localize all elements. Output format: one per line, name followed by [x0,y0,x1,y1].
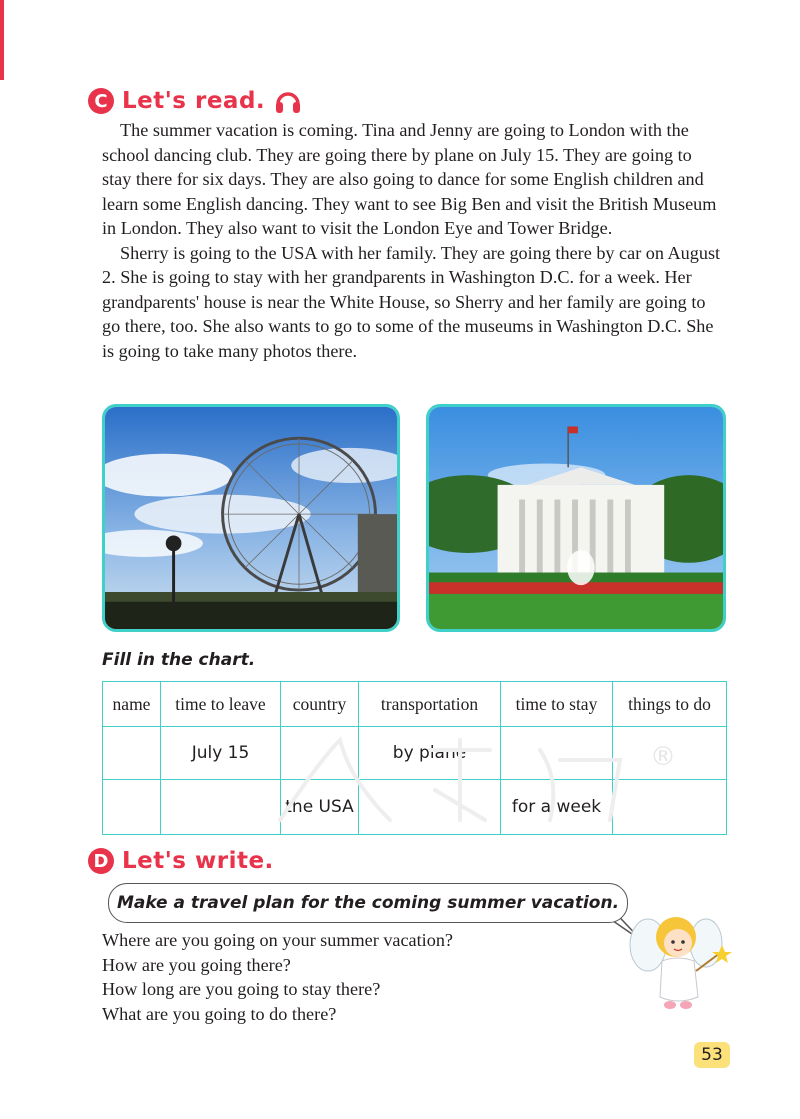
reading-paragraph-2: Sherry is going to the USA with her family. They are going there by car on August 2. She is going to stay with her grandparents in Washington D.C. for a week. Her grandparents' house is near the White House, so Sherry and her family are going to go there, too. She also wants to go to some of the museums in Washington D.C. She is going to take many photos there. [102,242,721,361]
table-row [103,727,727,780]
cell-r2-time-to-leave[interactable] [161,780,281,835]
cell-r1-things-to-do[interactable] [613,727,727,780]
header-transportation: transportation [359,682,501,727]
cell-r2-time-to-stay[interactable]: for a week [501,780,613,835]
cell-r2-things-to-do[interactable] [613,780,727,835]
question-2: How are you going there? [102,954,291,975]
header-things-to-do: things to do [613,682,727,727]
speech-bubble: Make a travel plan for the coming summer vacation. [108,883,628,923]
chart-title: Fill in the chart. [102,650,256,670]
cell-r2-name[interactable] [103,780,161,835]
cell-r1-name[interactable] [103,727,161,780]
header-time-to-leave: time to leave [161,682,281,727]
cell-r2-transportation[interactable] [359,780,501,835]
page-number: 53 [694,1042,730,1068]
section-c-header [88,86,303,116]
section-d-header [88,848,274,874]
header-time-to-stay: time to stay [501,682,613,727]
section-c-title: Let's read. [122,88,266,114]
london-eye-photo [102,404,400,632]
section-d-title: Let's write. [122,848,274,874]
fill-in-chart [102,681,727,835]
question-4: What are you going to do there? [102,1003,337,1024]
header-country: country [281,682,359,727]
header-name: name [103,682,161,727]
section-d-badge: D [88,848,114,874]
headphone-icon[interactable] [273,86,303,116]
table-row [103,780,727,835]
cell-r1-transportation[interactable]: by plane [359,727,501,780]
reading-passage [102,118,722,363]
angel-illustration [626,905,736,1015]
white-house-photo [426,404,726,632]
question-3: How long are you going to stay there? [102,979,381,999]
cell-r2-country[interactable]: the USA [281,780,359,835]
chart-header-row [103,682,727,727]
cell-r1-country[interactable] [281,727,359,780]
writing-questions [102,928,453,1026]
reading-paragraph-1: The summer vacation is coming. Tina and Jenny are going to London with the school dancing club. They are going there by plane on July 15. They are going to stay there for six days. They are also going to dance for some English children and learn some English dancing. They want to see Big Ben and visit the British Museum in London. They also want to visit the London Eye and Tower Bridge. [102,120,717,238]
section-c-badge: C [88,88,114,114]
question-1: Where are you going on your summer vacation? [102,930,453,950]
cell-r1-time-to-leave[interactable]: July 15 [161,727,281,780]
page-edge-mark [0,0,4,80]
registered-mark: ® [650,742,676,772]
cell-r1-time-to-stay[interactable] [501,727,613,780]
